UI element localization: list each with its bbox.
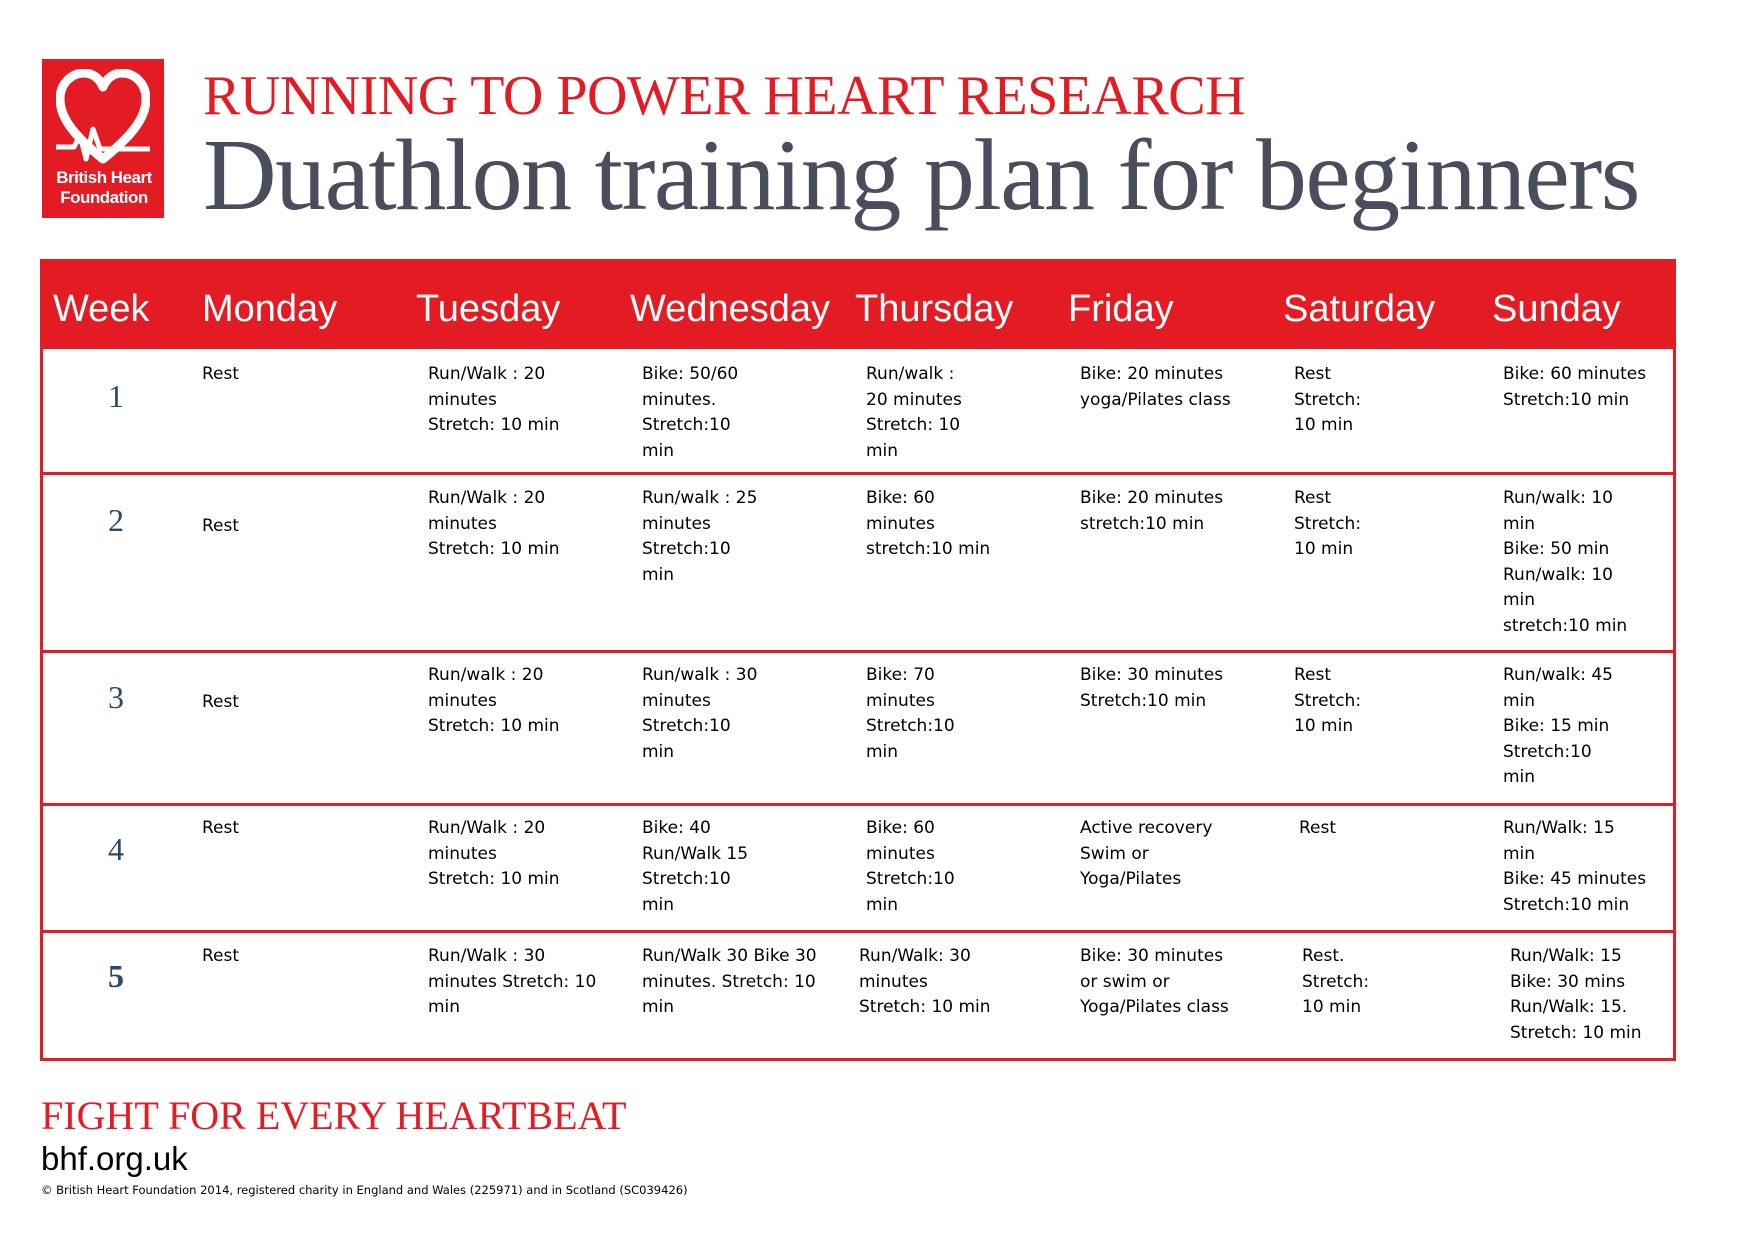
cell-sunday: Run/Walk: 15 Bike: 30 mins Run/Walk: 15. Stretch: 10 min (1510, 946, 1642, 1043)
cell-saturday: Rest Stretch: 10 min (1294, 364, 1362, 436)
cell-monday: Rest (202, 364, 240, 384)
table-row-week-2 (43, 472, 1673, 650)
cell-tuesday: Run/walk : 20 minutes Stretch: 10 min (428, 665, 560, 737)
cell-tuesday: Run/Walk : 20 minutes Stretch: 10 min (428, 488, 560, 560)
cell-saturday: Rest Stretch: 10 min (1294, 488, 1362, 560)
training-plan-table (40, 259, 1676, 1061)
footer-url: bhf.org.uk (41, 1140, 188, 1177)
week-number: 3 (108, 679, 124, 715)
cell-friday: Bike: 30 minutes or swim or Yoga/Pilates class (1080, 946, 1229, 1018)
week-number: 2 (108, 502, 124, 538)
cell-tuesday: Run/Walk : 30 minutes Stretch: 10 min (428, 946, 597, 1018)
cell-wednesday: Run/walk : 25 minutes Stretch:10 min (642, 488, 758, 585)
cell-thursday: Run/Walk: 30 minutes Stretch: 10 min (859, 946, 991, 1018)
cell-thursday: Run/walk : 20 minutes Stretch: 10 min (866, 364, 962, 461)
cell-tuesday: Run/Walk : 20 minutes Stretch: 10 min (428, 364, 560, 436)
cell-friday: Bike: 30 minutes Stretch:10 min (1080, 665, 1224, 711)
cell-sunday: Run/walk: 10 min Bike: 50 min Run/walk: 10 min stretch:10 min (1503, 488, 1628, 636)
heart-ecg-icon (56, 69, 150, 165)
cell-monday: Rest (202, 516, 240, 536)
cell-monday: Rest (202, 692, 240, 712)
table-row-week-3 (43, 650, 1673, 803)
page-kicker: RUNNING TO POWER HEART RESEARCH (203, 65, 1246, 127)
cell-wednesday: Bike: 40 Run/Walk 15 Stretch:10 min (642, 818, 749, 915)
footer-slogan: FIGHT FOR EVERY HEARTBEAT (41, 1093, 627, 1138)
column-header-saturday: Saturday (1283, 288, 1436, 330)
cell-monday: Rest (202, 946, 240, 966)
column-header-tuesday: Tuesday (416, 288, 561, 330)
column-header-sunday: Sunday (1492, 288, 1621, 330)
cell-friday: Active recovery Swim or Yoga/Pilates (1080, 818, 1213, 890)
cell-friday: Bike: 20 minutes yoga/Pilates class (1080, 364, 1231, 410)
cell-wednesday: Bike: 50/60 minutes. Stretch:10 min (642, 364, 739, 461)
cell-saturday: Rest (1299, 818, 1337, 838)
cell-monday: Rest (202, 818, 240, 838)
column-header-monday: Monday (202, 288, 338, 330)
cell-sunday: Bike: 60 minutes Stretch:10 min (1503, 364, 1647, 410)
cell-thursday: Bike: 60 minutes Stretch:10 min (866, 818, 955, 915)
table-row-week-5 (43, 930, 1673, 1058)
cell-wednesday: Run/Walk 30 Bike 30 minutes. Stretch: 10 min (642, 946, 817, 1018)
cell-saturday: Rest. Stretch: 10 min (1302, 946, 1370, 1018)
week-number: 4 (108, 831, 124, 867)
cell-thursday: Bike: 70 minutes Stretch:10 min (866, 665, 955, 762)
table-row-week-4 (43, 803, 1673, 930)
week-number: 5 (108, 958, 124, 994)
column-header-friday: Friday (1068, 288, 1174, 330)
column-header-thursday: Thursday (855, 288, 1014, 330)
cell-tuesday: Run/Walk : 20 minutes Stretch: 10 min (428, 818, 560, 890)
column-header-week: Week (53, 288, 150, 330)
bhf-logo (42, 59, 164, 218)
logo-wordmark: British Heart Foundation (56, 168, 152, 207)
table-row-week-1 (43, 346, 1673, 472)
cell-sunday: Run/Walk: 15 min Bike: 45 minutes Stretch:10 min (1503, 818, 1647, 915)
table-header-row (43, 262, 1673, 346)
cell-sunday: Run/walk: 45 min Bike: 15 min Stretch:10 min (1503, 665, 1613, 788)
cell-wednesday: Run/walk : 30 minutes Stretch:10 min (642, 665, 758, 762)
cell-saturday: Rest Stretch: 10 min (1294, 665, 1362, 737)
page-title: Duathlon training plan for beginners (203, 119, 1639, 232)
week-number: 1 (108, 378, 124, 414)
footer-legal-notice: © British Heart Foundation 2014, registered charity in England and Wales (225971) and in Scotland (SC039426) (41, 1183, 688, 1197)
cell-thursday: Bike: 60 minutes stretch:10 min (866, 488, 991, 560)
column-header-wednesday: Wednesday (630, 288, 830, 330)
cell-friday: Bike: 20 minutes stretch:10 min (1080, 488, 1224, 534)
